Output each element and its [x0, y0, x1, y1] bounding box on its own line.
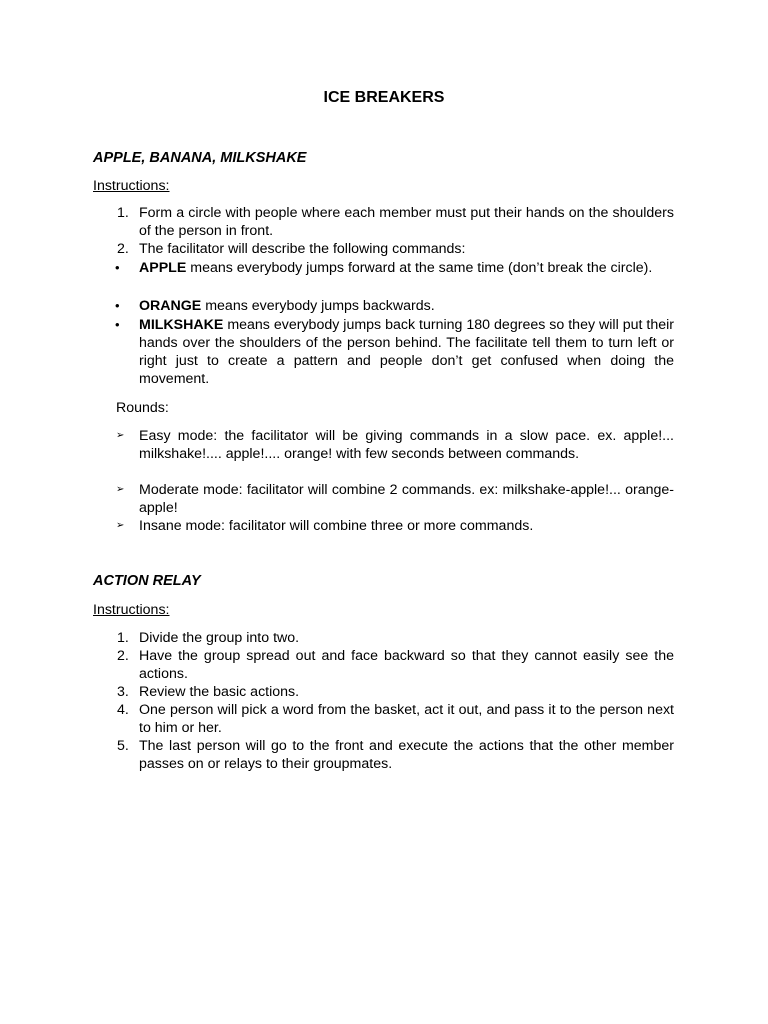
arrow-bullet-icon: ➢ [116, 430, 125, 441]
bullet-icon: • [115, 317, 120, 332]
document-title: ICE BREAKERS [323, 89, 445, 106]
instructions-label: Instructions: [93, 602, 170, 618]
command-description: means everybody jumps back turning 180 degrees so they will put their hands over the shoulders of the person behind. The facilitate tell them to turn left or right just to create a pattern and people don’t get confused when doing the movement. [139, 317, 674, 387]
section-heading-action-relay: ACTION RELAY [93, 573, 201, 589]
list-item-text: Review the basic actions. [139, 684, 300, 700]
list-item-text: Have the group spread out and face backward so that they cannot easily see the actions. [139, 648, 674, 682]
round-item-text: Moderate mode: facilitator will combine 2 commands. ex: milkshake-apple!... orange-apple! [139, 482, 674, 516]
bullet-icon: • [115, 298, 120, 313]
list-number: 3. [117, 684, 129, 700]
section-heading-apple-banana-milkshake: APPLE, BANANA, MILKSHAKE [93, 150, 307, 166]
list-item-text: Divide the group into two. [139, 630, 300, 646]
round-item-text: Insane mode: facilitator will combine three or more commands. [139, 518, 534, 534]
command-description: means everybody jumps forward at the same time (don’t break the circle). [186, 260, 653, 276]
list-number: 4. [117, 702, 129, 718]
rounds-label: Rounds: [116, 400, 169, 416]
round-item-text: Easy mode: the facilitator will be giving commands in a slow pace. ex. apple!... milkshake!.... apple!.... orange! with few seconds between commands. [139, 428, 674, 462]
list-item-text: The facilitator will describe the following commands: [139, 241, 466, 257]
list-item-text: The last person will go to the front and execute the actions that the other member passes on or relays to their groupmates. [139, 738, 674, 772]
list-number: 5. [117, 738, 129, 754]
arrow-bullet-icon: ➢ [116, 520, 125, 531]
list-number: 2. [117, 241, 129, 257]
bullet-item-text [139, 297, 674, 315]
instructions-label: Instructions: [93, 178, 170, 194]
bullet-item-text [139, 259, 674, 277]
arrow-bullet-icon: ➢ [116, 484, 125, 495]
command-term: ORANGE [139, 298, 202, 314]
bullet-item-text [139, 316, 674, 388]
list-number: 2. [117, 648, 129, 664]
command-term: APPLE [139, 260, 187, 276]
list-number: 1. [117, 630, 129, 646]
bullet-icon: • [115, 260, 120, 275]
list-item-text: One person will pick a word from the basket, act it out, and pass it to the person next to him or her. [139, 702, 674, 736]
command-description: means everybody jumps backwards. [201, 298, 435, 314]
list-number: 1. [117, 205, 129, 221]
command-term: MILKSHAKE [139, 317, 224, 333]
list-item-text: Form a circle with people where each member must put their hands on the shoulders of the person in front. [139, 205, 674, 239]
